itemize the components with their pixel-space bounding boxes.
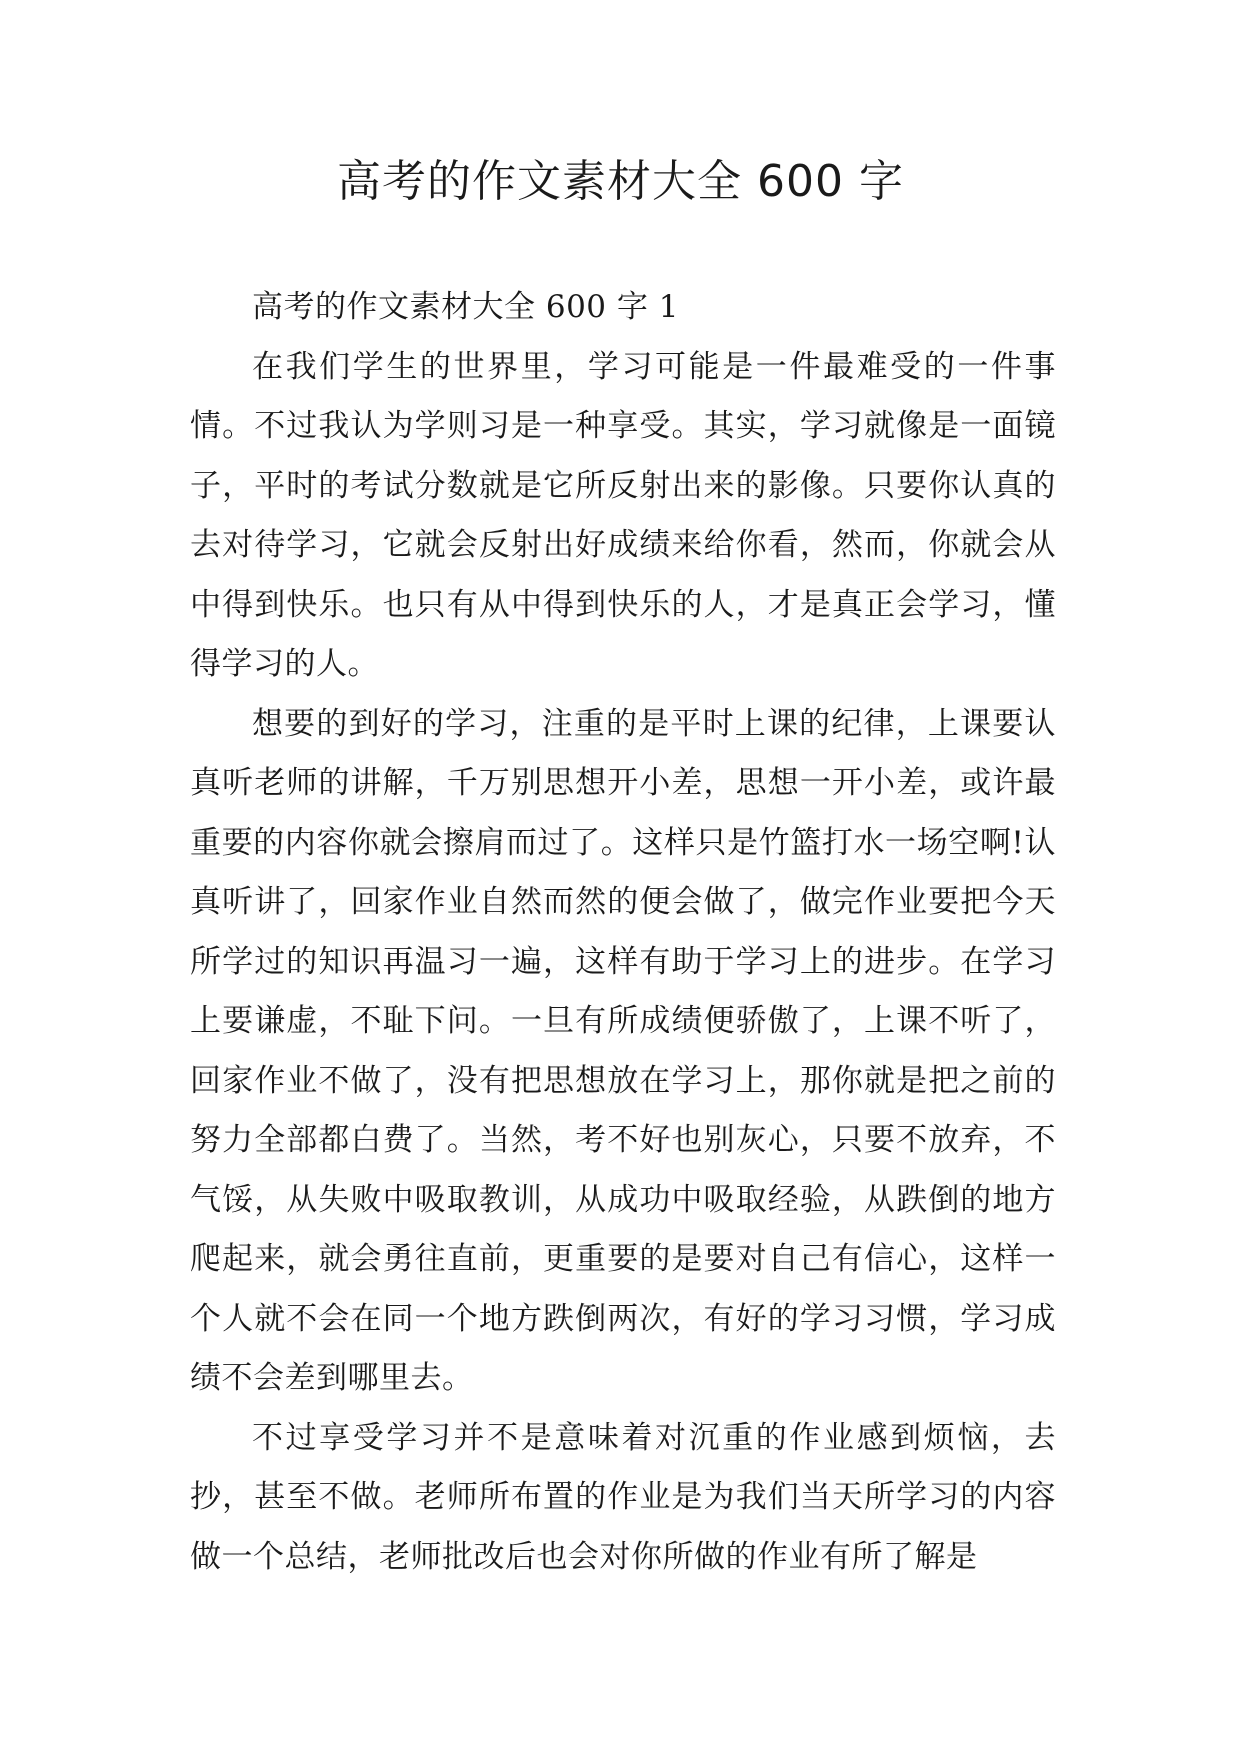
paragraph-2: 想要的到好的学习，注重的是平时上课的纪律，上课要认真听老师的讲解，千万别思想开小差，思想一开小差，或许最重要的内容你就会擦肩而过了。这样只是竹篮打水一场空啊!认真听讲了，回家作业自然而然的便会做了，做完作业要把今天所学过的知识再温习一遍，这样有助于学习上的进步。在学习上要谦虚，不耻下问。一旦有所成绩便骄傲了，上课不听了，回家作业不做了，没有把思想放在学习上，那你就是把之前的努力全部都白费了。当然，考不好也别灰心，只要不放弃，不气馁，从失败中吸取教训，从成功中吸取经验，从跌倒的地方爬起来，就会勇往直前，更重要的是要对自己有信心，这样一个人就不会在同一个地方跌倒两次，有好的学习习惯，学习成绩不会差到哪里去。	[190, 705, 1056, 1396]
paragraph-3: 不过享受学习并不是意味着对沉重的作业感到烦恼，去抄，甚至不做。老师所布置的作业是为我们当天所学习的内容做一个总结，老师批改后也会对你所做的作业有所了解是	[190, 1419, 1056, 1575]
paragraph-1: 在我们学生的世界里，学习可能是一件最难受的一件事情。不过我认为学则习是一种享受。其实，学习就像是一面镜子，平时的考试分数就是它所反射出来的影像。只要你认真的去对待学习，它就会反射出好成绩来给你看，然而，你就会从中得到快乐。也只有从中得到快乐的人，才是真正会学习，懂得学习的人。	[190, 348, 1056, 682]
document-title: 高考的作文素材大全 600 字	[337, 156, 904, 207]
document-body	[190, 278, 1056, 1587]
section-heading: 高考的作文素材大全 600 字 1	[252, 289, 679, 325]
